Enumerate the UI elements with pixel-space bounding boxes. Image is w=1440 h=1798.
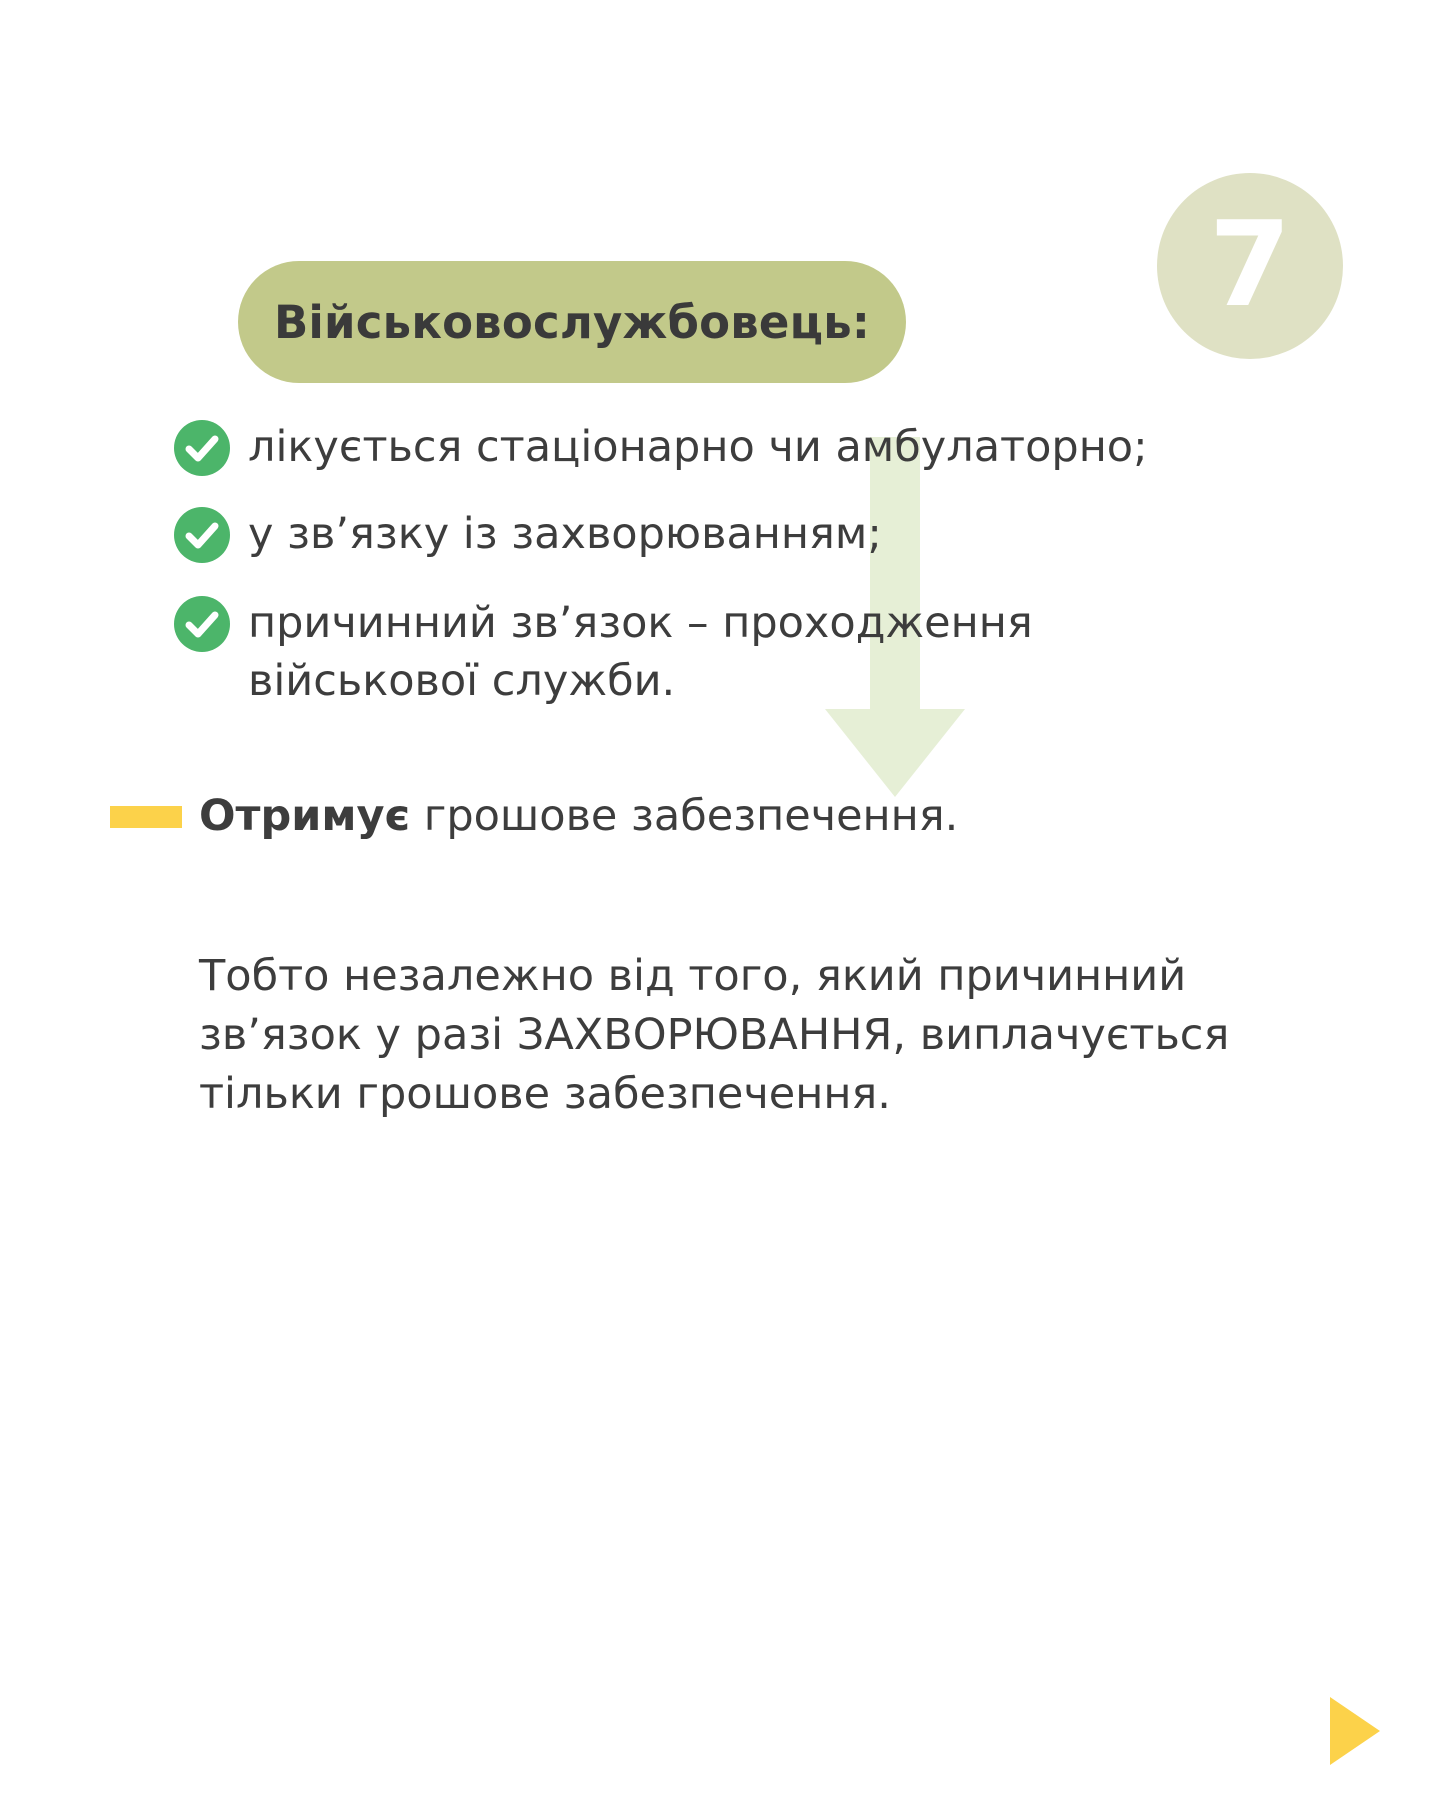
page-number: 7 [1208, 195, 1292, 333]
checklist-item [174, 594, 1148, 710]
summary-paragraph: Тобто незалежно від того, який причинний зв’язок у разі ЗАХВОРЮВАННЯ, виплачується тільки грошове забезпечення. [199, 951, 1230, 1119]
page-title: Військовослужбовець: [273, 295, 871, 349]
checklist-item-text: у зв’язку із захворюванням; [248, 509, 882, 559]
yellow-dash-marker [110, 806, 182, 828]
receives-rest: грошове забезпечення. [410, 791, 959, 841]
receives-bold: Отримує [199, 791, 411, 841]
page-number-badge [1157, 173, 1343, 359]
receives-statement [199, 786, 958, 846]
title-pill [238, 261, 906, 383]
checklist-item-text: лікується стаціонарно чи амбулаторно; [248, 422, 1148, 472]
check-circle-icon [174, 507, 230, 563]
checklist-item-text: причинний зв’язок – проходження військової служби. [248, 598, 1033, 706]
check-circle-icon [174, 596, 230, 652]
checklist-item [174, 418, 1248, 476]
check-circle-icon [174, 420, 230, 476]
checklist-item [174, 505, 1248, 563]
play-next-icon[interactable] [1330, 1697, 1380, 1765]
